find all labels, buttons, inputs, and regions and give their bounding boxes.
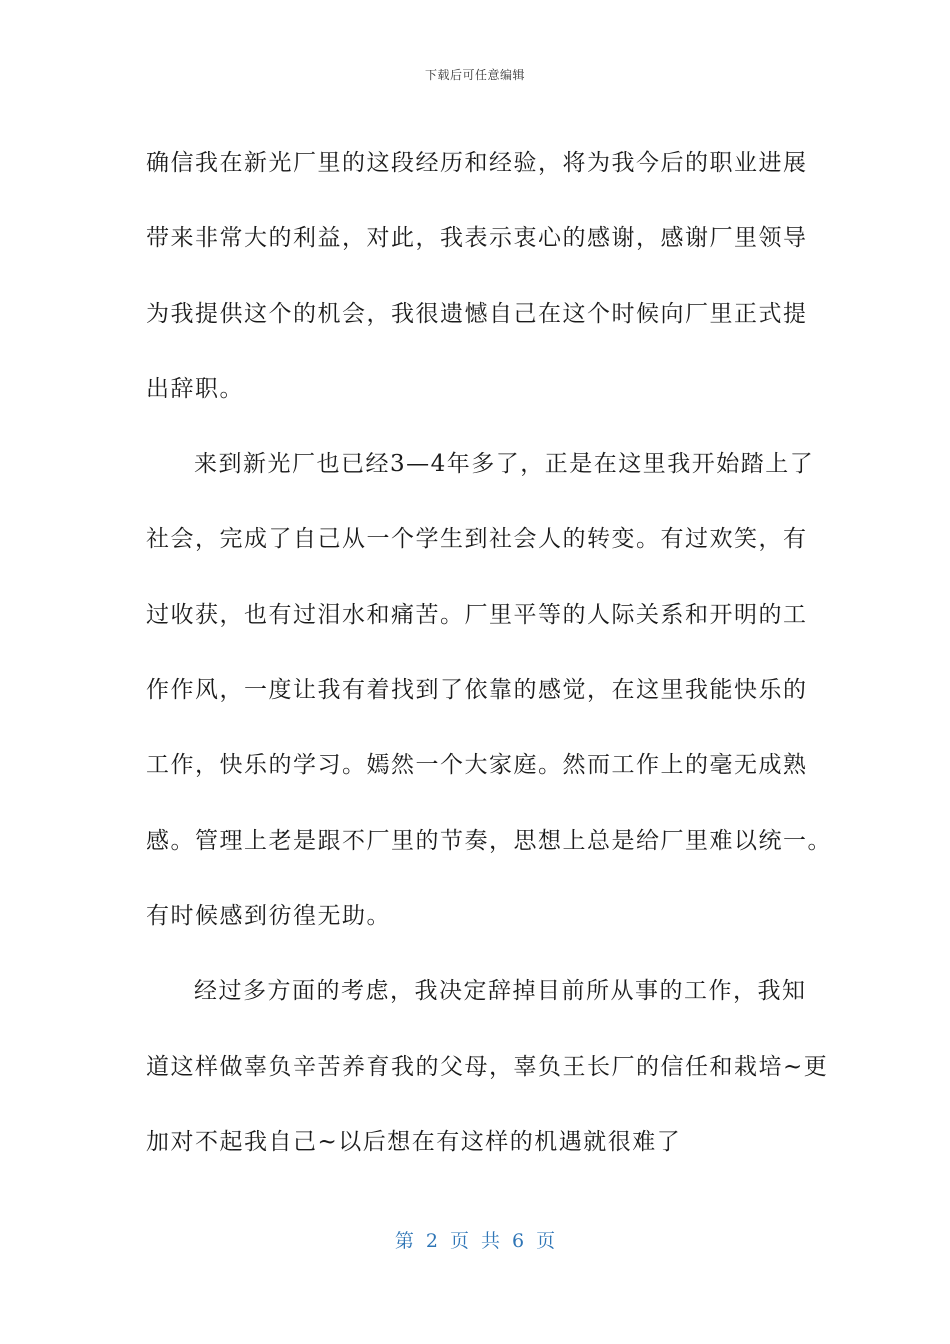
page-number-footer: 第 2 页 共 6 页 xyxy=(394,1230,556,1252)
text-line: 社会，完成了自己从一个学生到社会人的转变。有过欢笑，有 xyxy=(146,526,808,553)
paragraph-first-line: 经过多方面的考虑，我决定辞掉目前所从事的工作，我知 xyxy=(194,978,807,1005)
paragraph-first-line: 来到新光厂也已经3—4年多了，正是在这里我开始踏上了 xyxy=(194,451,815,478)
text-line: 有时候感到彷徨无助。 xyxy=(146,902,391,929)
text-line: 作作风，一度让我有着找到了依靠的感觉，在这里我能快乐的 xyxy=(146,677,808,704)
text-line: 感。管理上老是跟不厂里的节奏，思想上总是给厂里难以统一。 xyxy=(146,827,832,854)
text-line: 出辞职。 xyxy=(146,375,244,402)
page-header: 下载后可任意编辑 xyxy=(424,68,525,82)
text-line: 加对不起我自己~以后想在有这样的机遇就很难了 xyxy=(146,1128,682,1155)
document-body xyxy=(146,126,832,1180)
text-line: 道这样做辜负辛苦养育我的父母，辜负王长厂的信任和栽培~更 xyxy=(146,1053,829,1080)
text-line: 为我提供这个的机会，我很遗憾自己在这个时候向厂里正式提 xyxy=(146,300,808,327)
text-line: 确信我在新光厂里的这段经历和经验，将为我今后的职业进展 xyxy=(146,150,808,176)
text-line: 过收获，也有过泪水和痛苦。厂里平等的人际关系和开明的工 xyxy=(146,601,808,628)
text-line: 工作，快乐的学习。嫣然一个大家庭。然而工作上的毫无成熟 xyxy=(146,752,808,779)
text-line: 带来非常大的利益，对此，我表示衷心的感谢，感谢厂里领导 xyxy=(146,225,808,252)
